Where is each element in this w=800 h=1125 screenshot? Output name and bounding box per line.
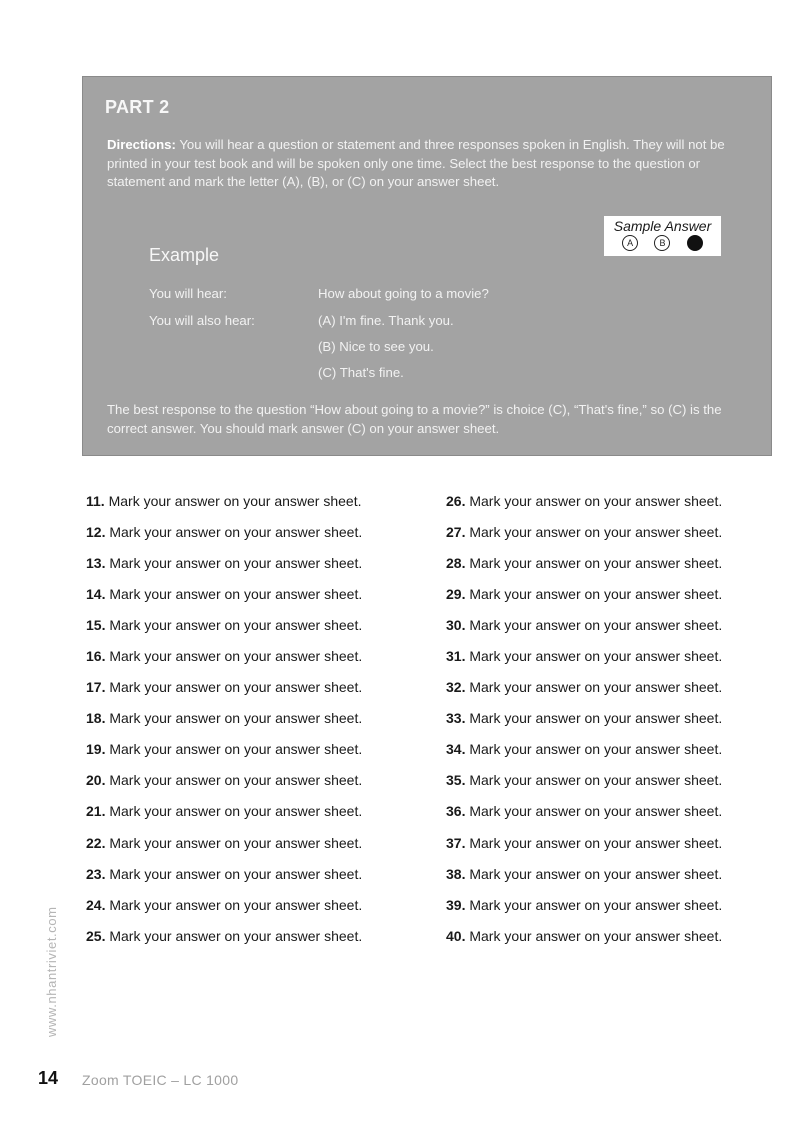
question-number: 16. (86, 648, 106, 665)
page-number: 14 (38, 1068, 59, 1088)
question-item (86, 584, 362, 615)
also-hear-label: You will also hear: (149, 313, 255, 328)
question-text: Mark your answer on your answer sheet. (109, 617, 363, 634)
hear-label: You will hear: (149, 286, 227, 301)
question-text: Mark your answer on your answer sheet. (469, 524, 723, 541)
question-text: Mark your answer on your answer sheet. (109, 927, 363, 944)
question-number: 33. (446, 710, 466, 727)
question-item (446, 926, 722, 957)
question-number: 32. (446, 679, 466, 696)
question-item (446, 833, 722, 864)
question-number: 19. (86, 741, 106, 758)
bubble-c-filled (687, 235, 703, 251)
question-text: Mark your answer on your answer sheet. (469, 586, 723, 603)
question-number: 40. (446, 927, 466, 944)
question-text: Mark your answer on your answer sheet. (469, 896, 723, 913)
question-text: Mark your answer on your answer sheet. (469, 710, 723, 727)
question-item (86, 864, 362, 895)
question-number: 28. (446, 555, 466, 572)
question-text: Mark your answer on your answer sheet. (469, 679, 723, 696)
sample-answer-bubbles (604, 235, 721, 251)
question-item (86, 926, 362, 957)
question-item (86, 739, 362, 770)
question-number: 35. (446, 772, 466, 789)
question-item (446, 708, 722, 739)
question-text: Mark your answer on your answer sheet. (109, 710, 363, 727)
example-title: Example (149, 245, 220, 265)
question-number: 20. (86, 772, 106, 789)
question-number: 34. (446, 741, 466, 758)
question-item (86, 491, 362, 522)
question-item (86, 801, 362, 832)
question-text: Mark your answer on your answer sheet. (469, 803, 723, 820)
question-text: Mark your answer on your answer sheet. (109, 896, 363, 913)
question-item (446, 801, 722, 832)
directions-text: You will hear a question or statement and three responses spoken in English. They will not be printed in your test book and will be spoken only one time. Select the best response to the question or statement and mark the letter (A), (B), or (C) on your answer sheet. (107, 137, 725, 189)
question-item (446, 646, 722, 677)
question-text: Mark your answer on your answer sheet. (109, 586, 363, 603)
question-item (446, 584, 722, 615)
question-number: 25. (86, 927, 106, 944)
directions-box (82, 76, 772, 456)
watermark: www.nhantriviet.com (44, 906, 59, 1037)
question-text: Mark your answer on your answer sheet. (109, 803, 363, 820)
question-number: 17. (86, 679, 106, 696)
question-number: 12. (86, 524, 106, 541)
question-item (86, 708, 362, 739)
question-item (86, 770, 362, 801)
question-number: 23. (86, 865, 106, 882)
question-number: 22. (86, 834, 106, 851)
question-number: 18. (86, 710, 106, 727)
question-item (446, 770, 722, 801)
question-item (86, 522, 362, 553)
question-number: 39. (446, 896, 466, 913)
question-text: Mark your answer on your answer sheet. (469, 927, 723, 944)
question-number: 29. (446, 586, 466, 603)
book-title: Zoom TOEIC – LC 1000 (82, 1072, 239, 1088)
question-text: Mark your answer on your answer sheet. (109, 772, 363, 789)
question-text: Mark your answer on your answer sheet. (469, 493, 723, 509)
directions-label: Directions: (107, 137, 176, 152)
directions-paragraph (107, 136, 753, 192)
question-text: Mark your answer on your answer sheet. (109, 741, 363, 758)
question-number: 36. (446, 803, 466, 820)
question-item (446, 491, 722, 522)
question-number: 15. (86, 617, 106, 634)
question-text: Mark your answer on your answer sheet. (469, 741, 723, 758)
hear-text: How about going to a movie? (318, 286, 489, 301)
response-b: (B) Nice to see you. (318, 339, 434, 354)
bubble-b: B (654, 235, 670, 251)
response-a: (A) I'm fine. Thank you. (318, 313, 454, 328)
bubble-a: A (622, 235, 638, 251)
questions-right-column (446, 491, 722, 957)
question-number: 38. (446, 865, 466, 882)
question-text: Mark your answer on your answer sheet. (469, 772, 723, 789)
question-text: Mark your answer on your answer sheet. (108, 493, 362, 509)
question-number: 37. (446, 834, 466, 851)
response-c: (C) That's fine. (318, 365, 404, 380)
question-text: Mark your answer on your answer sheet. (109, 865, 363, 882)
question-text: Mark your answer on your answer sheet. (109, 679, 363, 696)
question-text: Mark your answer on your answer sheet. (469, 865, 723, 882)
question-item (86, 615, 362, 646)
question-number: 24. (86, 896, 106, 913)
question-item (446, 677, 722, 708)
question-text: Mark your answer on your answer sheet. (469, 834, 723, 851)
question-text: Mark your answer on your answer sheet. (469, 555, 723, 572)
question-item (446, 553, 722, 584)
question-text: Mark your answer on your answer sheet. (109, 648, 363, 665)
question-number: 13. (86, 555, 106, 572)
question-text: Mark your answer on your answer sheet. (109, 524, 363, 541)
question-number: 27. (446, 524, 466, 541)
question-item (86, 553, 362, 584)
sample-answer-box (604, 216, 721, 256)
question-item (86, 646, 362, 677)
questions-left-column (86, 491, 362, 957)
question-number: 31. (446, 648, 466, 665)
part-title: PART 2 (105, 97, 170, 117)
question-text: Mark your answer on your answer sheet. (109, 834, 363, 851)
question-item (86, 833, 362, 864)
question-text: Mark your answer on your answer sheet. (109, 555, 363, 572)
question-item (446, 522, 722, 553)
question-item (446, 615, 722, 646)
question-item (446, 895, 722, 926)
question-text: Mark your answer on your answer sheet. (469, 617, 723, 634)
question-number: 26. (446, 493, 466, 509)
question-item (86, 895, 362, 926)
question-number: 14. (86, 586, 106, 603)
sample-answer-title: Sample Answer (613, 218, 712, 234)
question-number: 11. (86, 493, 105, 509)
question-number: 30. (446, 617, 466, 634)
example-conclusion: The best response to the question “How about going to a movie?” is choice (C), “That's fine,” so (C) is the correct answer. You should mark answer (C) on your answer sheet. (107, 402, 722, 436)
question-number: 21. (86, 803, 106, 820)
question-item (446, 864, 722, 895)
question-item (446, 739, 722, 770)
question-text: Mark your answer on your answer sheet. (469, 648, 723, 665)
question-item (86, 677, 362, 708)
